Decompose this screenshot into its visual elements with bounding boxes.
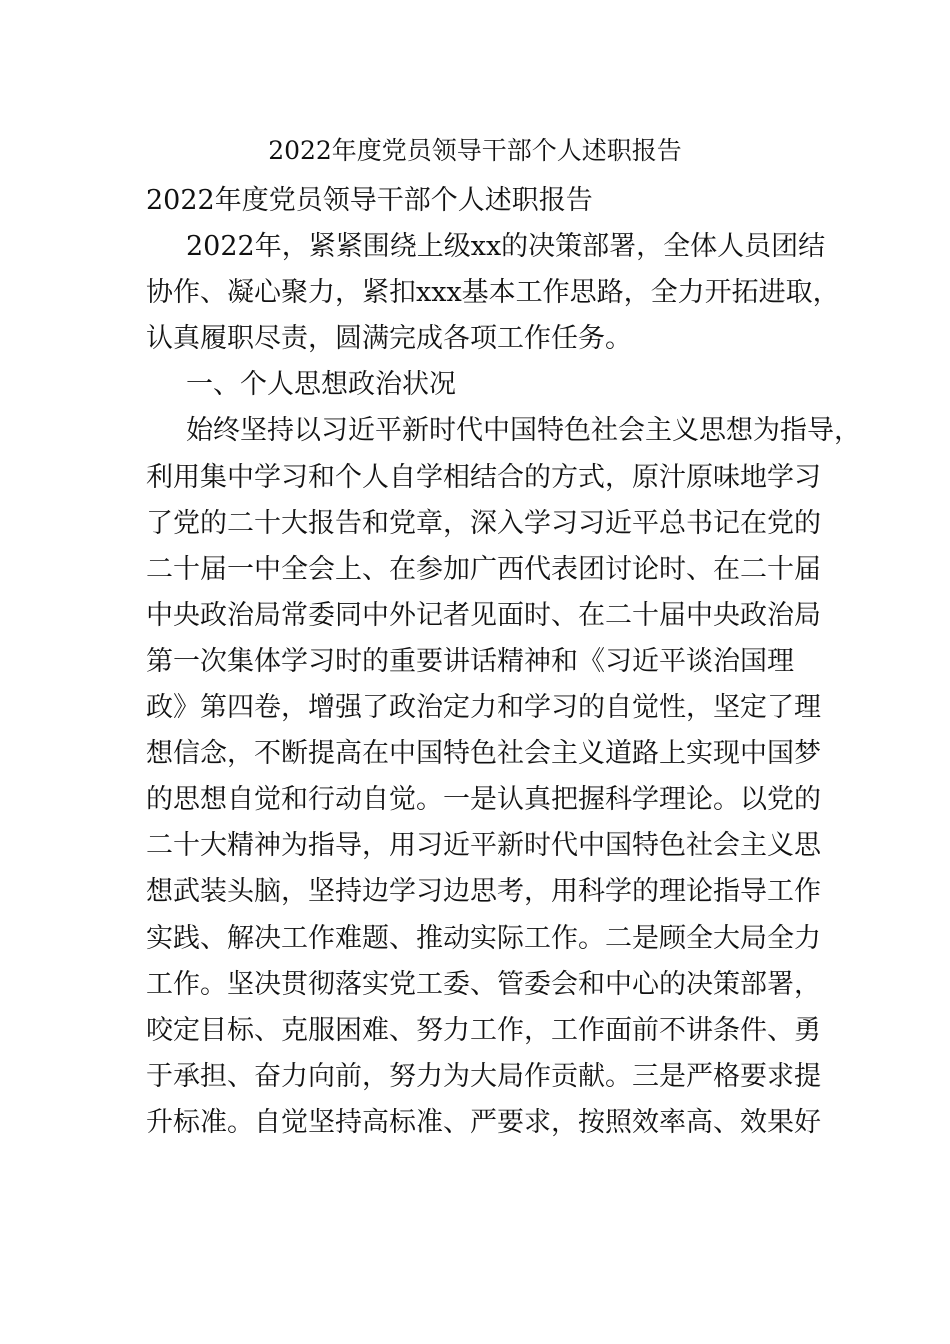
paragraph-line: 2022年，紧紧围绕上级xx的决策部署，全体人员团结 bbox=[186, 231, 826, 263]
paragraph-line: 二十届一中全会上、在参加广西代表团讨论时、在二十届 bbox=[146, 553, 821, 585]
paragraph-line: 始终坚持以习近平新时代中国特色社会主义思想为指导， bbox=[186, 415, 861, 447]
paragraph-line: 利用集中学习和个人自学相结合的方式，原汁原味地学习 bbox=[146, 461, 821, 493]
paragraph-line: 中央政治局常委同中外记者见面时、在二十届中央政治局 bbox=[146, 599, 821, 631]
paragraph-line: 的思想自觉和行动自觉。一是认真把握科学理论。以党的 bbox=[146, 784, 821, 816]
paragraph-line: 认真履职尽责，圆满完成各项工作任务。 bbox=[146, 323, 632, 355]
document-title: 2022年度党员领导干部个人述职报告 bbox=[268, 136, 682, 165]
paragraph-line: 想武装头脑，坚持边学习边思考，用科学的理论指导工作 bbox=[146, 876, 821, 908]
paragraph-line: 协作、凝心聚力，紧扣xxx基本工作思路，全力开拓进取， bbox=[146, 277, 840, 309]
paragraph-line: 咬定目标、克服困难、努力工作，工作面前不讲条件、勇 bbox=[146, 1014, 821, 1046]
subtitle-line: 2022年度党员领导干部个人述职报告 bbox=[146, 185, 593, 216]
paragraph-line: 工作。坚决贯彻落实党工委、管委会和中心的决策部署， bbox=[146, 968, 821, 1000]
paragraph-line: 于承担、奋力向前，努力为大局作贡献。三是严格要求提 bbox=[146, 1060, 821, 1092]
paragraph-line: 想信念，不断提高在中国特色社会主义道路上实现中国梦 bbox=[146, 738, 821, 770]
paragraph-line: 二十大精神为指导，用习近平新时代中国特色社会主义思 bbox=[146, 830, 821, 862]
paragraph-line: 升标准。自觉坚持高标准、严要求，按照效率高、效果好 bbox=[146, 1106, 821, 1138]
paragraph-line: 政》第四卷，增强了政治定力和学习的自觉性，坚定了理 bbox=[146, 692, 821, 724]
section-heading: 一、个人思想政治状况 bbox=[186, 369, 456, 401]
paragraph-line: 第一次集体学习时的重要讲话精神和《习近平谈治国理 bbox=[146, 645, 794, 677]
paragraph-line: 了党的二十大报告和党章，深入学习习近平总书记在党的 bbox=[146, 507, 821, 539]
paragraph-line: 实践、解决工作难题、推动实际工作。二是顾全大局全力 bbox=[146, 922, 821, 954]
document-body bbox=[146, 178, 861, 1146]
